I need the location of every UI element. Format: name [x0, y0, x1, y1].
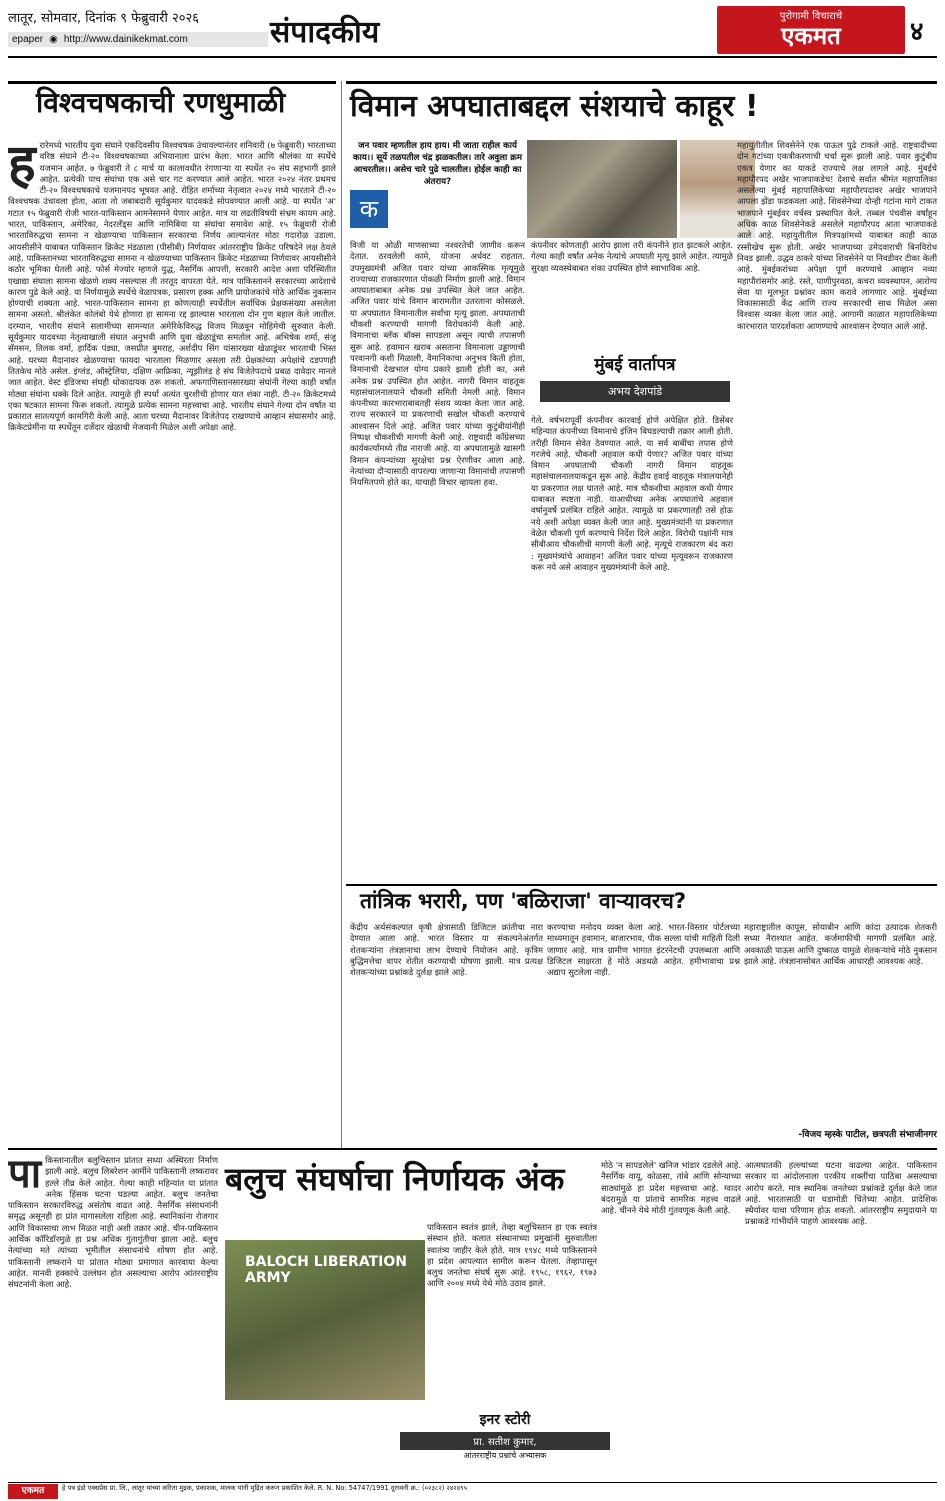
- inner-story-box: [400, 1410, 610, 1461]
- brand-name: एकमत: [781, 22, 841, 50]
- column-title: मुंबई वार्तापत्र: [594, 355, 676, 375]
- footer-logo: एकमत: [8, 1484, 58, 1499]
- sub-article-headline: तांत्रिक भरारी, पण 'बळिराजा' वाऱ्यावरच?: [360, 889, 687, 913]
- page-number: ४: [910, 17, 924, 47]
- sub-article-column-3: महाराष्ट्रातील कापूस, सोयाबीन आणि कांदा उत्पादक शेतकरी सध्या नैराश्यात आहेत. कर्जमाफीची मागणी प्रलंबित आहे. अवकाळी पाऊस आणि दुष्काळ यामुळे शेतकऱ्यांचे मोठे नुकसान झाले आहे. तंत्रज्ञानासोबत आर्थिक आधारही आवश्यक आहे.: [744, 922, 937, 966]
- dropcap-box: क: [350, 190, 388, 228]
- publication-date: लातूर, सोमवार, दिनांक ९ फेब्रुवारी २०२६: [8, 11, 200, 26]
- bottom-article-column-1: [8, 1155, 218, 1480]
- column-divider: [341, 81, 342, 1148]
- epaper-link[interactable]: http://www.dainikekmat.com: [63, 34, 188, 45]
- footer-rule: [8, 1482, 937, 1483]
- sub-article-rule: [346, 884, 937, 886]
- sub-article-column-1: केंद्रीय अर्थसंकल्पात कृषी क्षेत्रासाठी डिजिटल क्रांतीचा नारा देण्यात आला आहे. भारत विस्तार या संकल्पनेअंतर्गत शेतकऱ्यांना तंत्रज्ञानाचा लाभ देण्याचे नियोजन आहे. कृत्रिम बुद्धिमत्तेचा वापर शेतीत करण्याची घोषणा झाली. मात्र प्रत्यक्ष शेतकऱ्यांच्या प्रश्नांकडे दुर्लक्ष झाले आहे.: [350, 922, 543, 978]
- brand-tagline: पुरोगामी विचाराचे: [779, 11, 843, 22]
- bottom-article-rule: [8, 1148, 937, 1150]
- sub-article-signature: -विजय म्हस्के पाटील, छत्रपती संभाजीनगर: [798, 1130, 937, 1140]
- section-title: संपादकीय: [270, 15, 380, 50]
- sub-article-column-2: करण्याचा मनोदय व्यक्त केला आहे. भारत-विस्तार पोर्टलच्या माध्यमातून हवामान, बाजारभाव, पीक सल्ला यांची माहिती दिली जाणार आहे. मात्र ग्रामीण भागात इंटरनेटची उपलब्धता आणि डिजिटल साक्षरता हे मोठे अडथळे आहेत. हमीभावाचा प्रश्न अद्याप सुटलेला नाही.: [547, 922, 740, 978]
- bottom-article-column-2: पाकिस्तान स्वतंत्र झाले, तेव्हा बलुचिस्तान हा एक स्वतंत्र संस्थान होते. कलात संस्थानाच्या प्रमुखांनी सुरुवातीला स्वातंत्र्य जाहीर केले होते. मात्र १९४८ मध्ये पाकिस्तानने हा प्रदेश आपल्यात सामील करून घेतला. तेव्हापासून बलुच जनतेचा संघर्ष सुरू आहे. १९५८, १९६२, १९७३ आणि २००४ मध्ये येथे मोठे उठाव झाले.: [427, 1222, 597, 1289]
- inner-story-author-role: आंतरराष्ट्रीय प्रश्नांचे अभ्यासक: [463, 1451, 547, 1460]
- pull-quote: जन पवार म्हणतील हाय हाय। मी जाता राहील कार्य काय।। सूर्ये तळपतील चंद्र झळकतील। तारे अवुला क्रम आचरतील।। असेच चारे पुढे चालतील। होईल काही का अंतराय?: [353, 141, 522, 187]
- left-article-dropcap: ह: [8, 140, 36, 194]
- bottom-article-headline: बलुच संघर्षाचा निर्णायक अंक: [225, 1160, 565, 1198]
- column-box: [540, 352, 730, 410]
- bottom-article-dropcap: पा: [8, 1155, 42, 1197]
- main-article-column-2-top: कंपनीवर कोणताही आरोप झाला तरी कंपनीने हात झटकले आहेत. गेल्या काही वर्षांत अनेक नेत्यांचे अपघाती मृत्यू झाले आहेत. त्यामुळे सुरक्षा व्यवस्थेबाबत शंका उपस्थित होणे स्वाभाविक आहे.: [531, 240, 733, 273]
- main-article-column-3: महायुतीतील शिवसेनेने एक पाऊल पुढे टाकले आहे. राष्ट्रवादीच्या दोन गटांच्या एकत्रीकरणाची चर्चा सुरू झाली आहे. पवार कुटुंबीय एकत्र येणार का याकडे राज्याचे लक्ष लागले आहे. मुंबईचे महापौरपद अखेर भाजपाकडेच! देशाचे सर्वात श्रीमंत महापालिका असलेल्या मुंबई महापालिकेच्या महापौरपदावर अखेर भाजपाने आपला झेंडा फडकवला आहे. शिवसेनेच्या दोन्ही गटांना मागे टाकत भाजपाने मुंबईवर वर्चस्व प्रस्थापित केले. तब्बल पंचवीस वर्षांहून अधिक काळ शिवसेनेकडे असलेले महापौरपद आता भाजपाकडे आले आहे. महायुतीतील मित्रपक्षांमध्ये याबाबत काही काळ रस्सीखेच सुरू होती. अखेर भाजपाच्या उमेदवाराची बिनविरोध निवड झाली. उद्धव ठाकरे यांच्या शिवसेनेने या निवडीवर टीका केली आहे. मुंबईकरांच्या अपेक्षा पूर्ण करण्याचे आव्हान नव्या महापौरांसमोर आहे. रस्ते, पाणीपुरवठा, कचरा व्यवस्थापन, आरोग्य सेवा या मूलभूत प्रश्नांवर काम करावे लागणार आहे. मुंबईच्या विकासासाठी केंद्र आणि राज्य सरकारची साथ मिळेल असा विश्वास व्यक्त केला जात आहे. आगामी काळात महापालिकेच्या कारभारात पारदर्शकता आणण्याचे आश्वासन देण्यात आले आहे.: [737, 140, 937, 331]
- globe-icon: ◉: [49, 34, 58, 45]
- main-article-headline: विमान अपघाताबद्दल संशयाचे काहूर !: [350, 89, 759, 124]
- photo-caption-text: BALOCH LIBERATION ARMY: [245, 1254, 407, 1286]
- epaper-url-bar: [8, 32, 268, 47]
- bottom-article-column-3: मोठे 'न सापडलेले' खनिज भांडार दडलेले आहे. नैसर्गिक वायू, कोळसा, तांबे आणि सोन्याच्या साठ्यांमुळे हा प्रदेश महत्त्वाचा आहे. ग्वादर बंदरामुळे या प्रांताचे सामरिक महत्त्व वाढले आहे. चीनने येथे मोठी गुंतवणूक केली आहे.: [601, 1160, 741, 1216]
- bla-fighters-photo: [225, 1240, 425, 1400]
- bottom-article-column-4: आत्मघातकी हल्ल्यांच्या घटना वाढल्या आहेत. पाकिस्तान सरकार या आंदोलनाला परकीय शक्तींचा पाठिंबा असल्याचा आरोप करते. मात्र स्थानिक जनतेच्या प्रश्नांकडे दुर्लक्ष केले जात आहे. भारतासाठी या घडामोडी चिंतेच्या आहेत. प्रादेशिक स्थैर्यावर याचा परिणाम होऊ शकतो. आंतरराष्ट्रीय समुदायाने या प्रश्नाकडे गांभीर्याने पाहणे आवश्यक आहे.: [745, 1160, 937, 1227]
- left-article-headline: विश्वचषकाची रणधुमाळी: [36, 86, 286, 119]
- left-article-text: रारेमध्ये भारतीय युवा संघाने एकदिवसीय विश्वचषक उंचावल्यानंतर शनिवारी (७ फेब्रुवारी) भारताच्या वरिष्ठ संघाने टी-२० विश्वचषकाच्या अभियानाला प्रारंभ केला. भारत आणि श्रीलंका या स्पर्धेचे यजमान आहेत. ७ फेब्रुवारी ते ८ मार्च या कालावधीत रंगणाऱ्या या स्पर्धेत २० संघ सहभागी झाले आहेत. प्रत्येकी पाच संघांचा एक असे चार गट करण्यात आले आहेत. भारत २०२४ नंतर प्रथमच टी-२० विश्वचषकाचे यजमानपद भूषवत आहे. रोहित शर्माच्या नेतृत्वात २०२४ मध्ये भारताने टी-२० विश्वचषक उंचावला होता, आता तो जबाबदारी सूर्यकुमार यादवकडे सोपवण्यात आली आहे. या स्पर्धेत 'अ' गटात १५ फेब्रुवारी रोजी भारत-पाकिस्तान आमनेसामने येणार आहेत. मात्र या लढतीविषयी संभ्रम कायम आहे. भारत, पाकिस्तान, अमेरिका, नेदरलँड्स आणि नामिबिया या संघांचा समावेश आहे. १५ फेब्रुवारी रोजी भारताविरुद्धचा सामना न खेळण्याचा पाकिस्तान सरकारचा निर्णय आल्यानंतर मोठा गदारोळ उडाला. आयसीसीने याबाबत पाकिस्तान क्रिकेट मंडळाला (पीसीबी) निर्णयावर आंतरराष्ट्रीय क्रिकेट परिषदेने लक्ष ठेवले आहे. पाकिस्तानच्या भारताविरुद्धचा सामना न खेळण्याच्या पाकिस्तान क्रिकेट मंडळाच्या निर्णयावर आयसीसीने कठोर भूमिका घेतली आहे. फोर्स मेज्योर म्हणजे युद्ध, नैसर्गिक आपत्ती, सरकारी आदेश अशा परिस्थितीत एखाद्या संघाला सामना खेळणे शक्य नसल्यास ती तरतूद वापरता येते. मात्र पाकिस्तानने सरकारच्या आदेशाचे कारण पुढे केले आहे. या निर्णयामुळे स्पर्धेचे वेळापत्रक, प्रसारण हक्क आणि प्रायोजकांचे मोठे आर्थिक नुकसान होण्याची शक्यता आहे. भारत-पाकिस्तान सामना हा कोणत्याही स्पर्धेतील सर्वाधिक प्रेक्षकसंख्या असलेला सामना असतो. श्रीलंकेत कोलंबो येथे होणारा हा सामना रद्द झाल्यास भारताला दोन गुण बहाल केले जातील. दरम्यान, भारतीय संघाने सलामीच्या सामन्यात अमेरिकेविरुद्ध विजय मिळवून मोहिमेची सुरुवात केली. सूर्यकुमार यादवच्या नेतृत्वाखाली संघात अनुभवी आणि युवा खेळाडूंचा समतोल आहे. अभिषेक शर्मा, संजू सॅमसन, तिलक वर्मा, हार्दिक पंड्या, जसप्रीत बुमराह, अर्शदीप सिंग यांसारख्या खेळाडूंवर भारताची भिस्त आहे. घरच्या मैदानावर खेळण्याचा फायदा भारताला मिळणार असला तरी प्रेक्षकांच्या अपेक्षांचे दडपणही तितकेच मोठे असेल. इंग्लंड, ऑस्ट्रेलिया, दक्षिण आफ्रिका, न्यूझीलंड हे संघ विजेतेपदाचे प्रबळ दावेदार मानले जात आहेत. वेस्ट इंडिजचा संघही धोकादायक ठरू शकतो. अफगाणिस्तानसारख्या संघांनी गेल्या काही वर्षांत मोठ्या संघांना धक्के दिले आहेत. त्यामुळे ही स्पर्धा अत्यंत चुरशीची होणार यात शंका नाही. टी-२० क्रिकेटमध्ये एका षटकात सामना फिरू शकतो. त्यामुळे प्रत्येक सामना महत्त्वाचा आहे. भारतीय संघाने गेल्या दोन वर्षांत या प्रकारात सातत्यपूर्ण कामगिरी केली आहे. आता घरच्या मैदानावर विजेतेपद राखण्याचे आव्हान संघासमोर आहे. क्रिकेटप्रेमींना या स्पर्धेतून दर्जेदार खेळाची मेजवानी मिळेल अशी अपेक्षा आहे.: [8, 140, 336, 433]
- epaper-label: epaper: [12, 34, 44, 45]
- main-article-column-2-bottom: गेले. वर्षभरापूर्वी कंपनीवर कारवाई होणे अपेक्षित होते. डिसेंबर महिन्यात कंपनीच्या विमानाचे इंजिन बिघडल्याची तक्रार आली होती. तरीही विमान सेवेत ठेवण्यात आले. या सर्व बाबींचा तपास होणे गरजेचे आहे. चौकशी अहवाल कधी येणार? अजित पवार यांच्या विमान अपघाताची चौकशी नागरी विमान वाहतूक महासंचालनालयाकडून सुरू आहे. केंद्रीय हवाई वाहतूक मंत्रालयानेही या प्रकरणात लक्ष घातले आहे. मात्र चौकशीचा अहवाल कधी येणार याबाबत स्पष्टता नाही. याआधीच्या अनेक अपघातांचे अहवाल वर्षानुवर्षे प्रलंबित राहिले आहेत. त्यामुळे या प्रकरणातही तसे होऊ नये अशी अपेक्षा व्यक्त केली जात आहे. मुख्यमंत्र्यांनी या प्रकरणात वेळेत चौकशी पूर्ण करण्याचे निर्देश दिले आहेत. विरोधी पक्षांनी मात्र सीबीआय चौकशीची मागणी केली आहे. मृत्यूचे राजकारण बंद करा : मुख्यमंत्र्यांचे आवाहन! अजित पवार यांच्या मृत्यूवरून राजकारण करू नये असे आवाहन मुख्यमंत्र्यांनी केले आहे.: [531, 415, 733, 572]
- inner-story-title: इनर स्टोरी: [479, 1412, 531, 1428]
- main-article-column-1: विजी या ओळी माणसाच्या नश्वरतेची जाणीव करून देतात. ठरवलेली कामे, योजना अर्धवट राहतात. उपमुख्यमंत्री अजित पवार यांच्या आकस्मिक मृत्यूमुळे राज्याच्या राजकारणात पोकळी निर्माण झाली आहे. विमान अपघाताबाबत अनेक प्रश्न उपस्थित केले जात आहेत. अजित पवार यांचे विमान बारामतीत उतरताना कोसळले. या अपघातात विमानातील सर्वांचा मृत्यू झाला. अपघाताची चौकशी करण्याची मागणी विरोधकांनी केली आहे. विमानाचा ब्लॅक बॉक्स सापडला असून त्याची तपासणी सुरू आहे. हवामान खराब असताना विमानाला उड्डाणाची परवानगी कशी मिळाली, वैमानिकाचा अनुभव किती होता, विमानाची देखभाल योग्य प्रकारे झाली होती का, असे अनेक प्रश्न उपस्थित होत आहेत. नागरी विमान वाहतूक महासंचालनालयाने चौकशी समिती नेमली आहे. विमान कंपनीच्या कारभाराबाबतही संशय व्यक्त केला जात आहे. राज्य सरकारने या प्रकरणाची सखोल चौकशी करण्याचे आश्वासन दिले आहे. अजित पवार यांच्या कुटुंबीयांनीही निष्पक्ष चौकशीची मागणी केली आहे. राष्ट्रवादी काँग्रेसच्या कार्यकर्त्यांमध्ये तीव्र नाराजी आहे. या अपघातामुळे खासगी विमान कंपन्यांच्या सुरक्षेचा प्रश्न ऐरणीवर आला आहे. नेत्यांच्या दौऱ्यासाठी वापरल्या जाणाऱ्या विमानांची तपासणी नियमितपणे होते का, याचाही विचार व्हायला हवा.: [350, 240, 525, 488]
- inner-story-author: प्रा. सतीश कुमार,: [400, 1432, 610, 1450]
- footer-imprint: हे पत्र इंडो एक्सप्रेस प्रा. लि., लातूर यांच्या करिता मुद्रक, प्रकाशक, मालक यांनी मुद्रित करून प्रकाशित केले. R. N. No: 54747/1991 दूरध्वनी क्र.: (०२३८२) २४२४९५: [62, 1484, 468, 1492]
- brand-logo: [717, 6, 905, 54]
- main-article-rule: [346, 81, 937, 84]
- bottom-article-text: किस्तानातील बलुचिस्तान प्रांतात सध्या अस्थिरता निर्माण झाली आहे. बलुच लिबरेशन आर्मीने पाकिस्तानी लष्करावर हल्ले तीव्र केले आहेत. गेल्या काही महिन्यांत या प्रांतात अनेक हिंसक घटना घडल्या आहेत. बलुच जनतेचा पाकिस्तान सरकारविरुद्ध असंतोष वाढत आहे. नैसर्गिक संसाधनांनी समृद्ध असूनही हा प्रांत मागासलेला राहिला आहे. स्थानिकांना रोजगार आणि विकासाचा लाभ मिळत नाही अशी तक्रार आहे. चीन-पाकिस्तान आर्थिक कॉरिडॉरमुळे हा प्रश्न अधिक गुंतागुंतीचा झाला आहे. बलुच नेत्यांच्या मते त्यांच्या भूमीतील संसाधनांचे शोषण होत आहे. पाकिस्तानी लष्कराने या प्रांतात मोठ्या प्रमाणात कारवाया केल्या आहेत. मानवी हक्कांचे उल्लंघन होत असल्याचा आरोप आंतरराष्ट्रीय संघटनांनी केला आहे.: [8, 1155, 218, 1290]
- plane-crash-photo: [527, 140, 677, 238]
- masthead-left: [8, 8, 268, 47]
- column-author: अभय देशपांडे: [540, 381, 730, 402]
- header-divider: [8, 56, 937, 58]
- left-article-body: [8, 140, 336, 1158]
- left-article-rule: [8, 81, 336, 84]
